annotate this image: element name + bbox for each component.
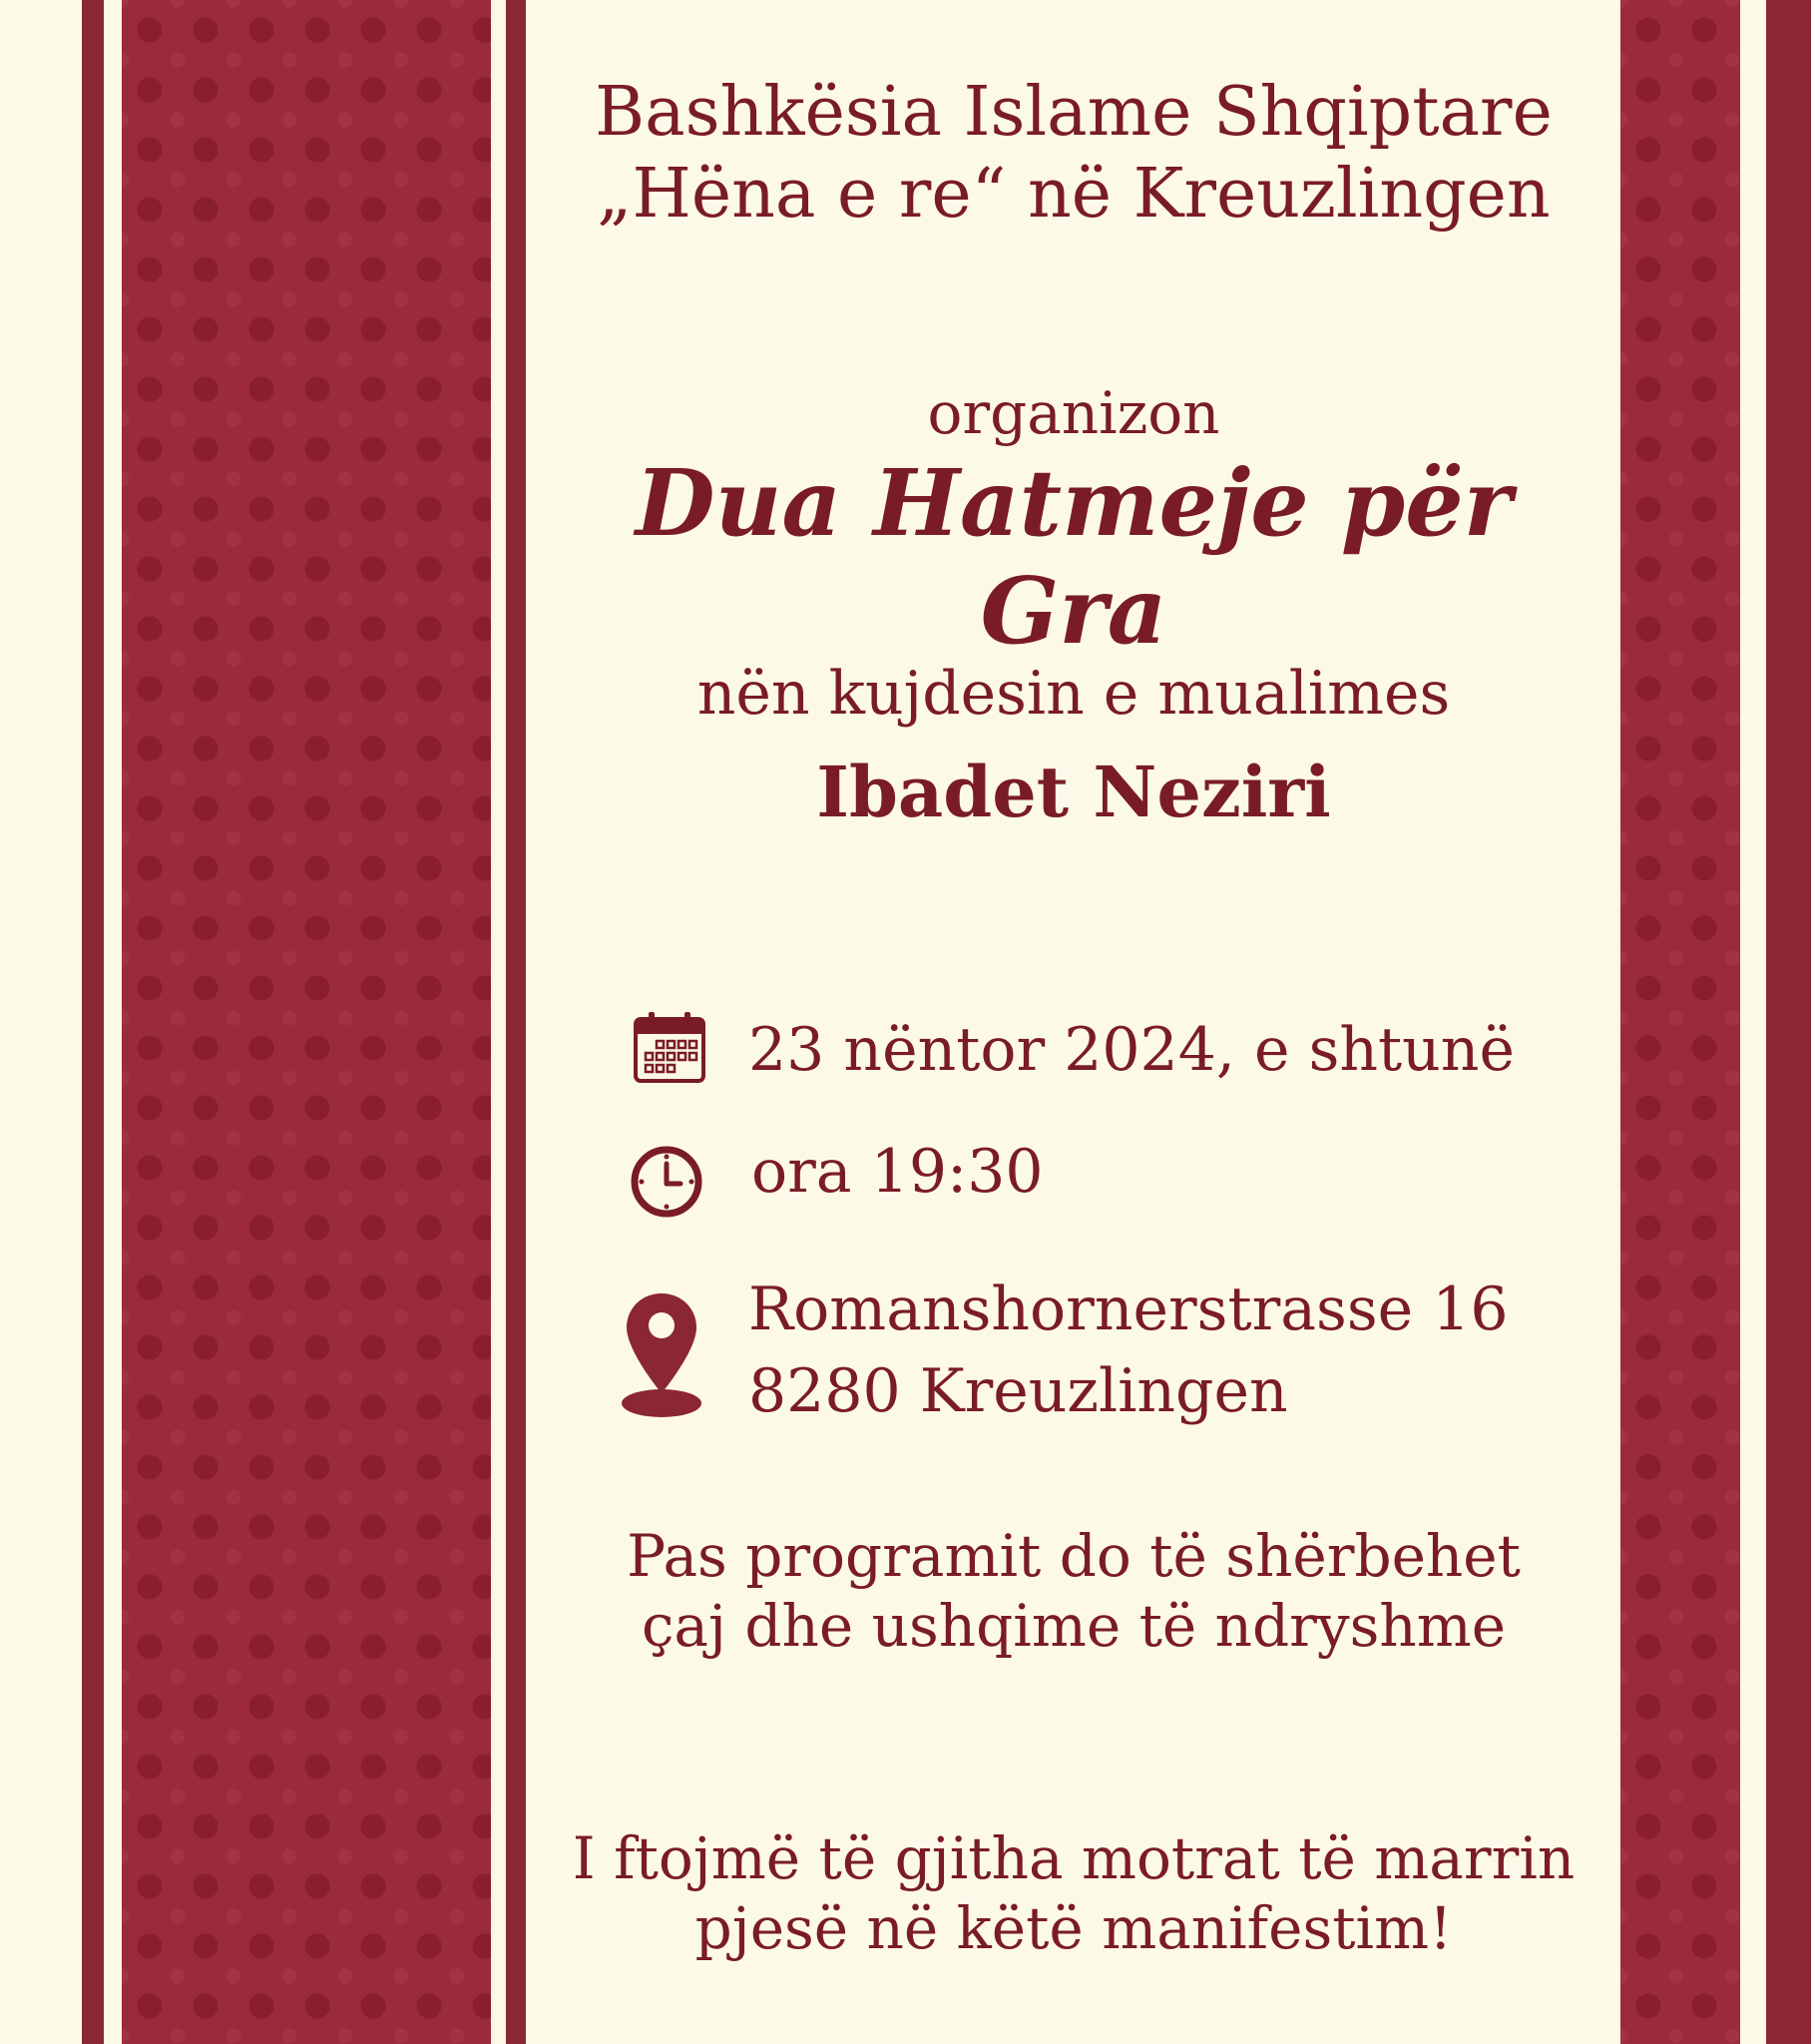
note-line-2: çaj dhe ushqime të ndryshme xyxy=(641,1591,1507,1660)
organization-name: Bashkësia Islame Shqiptare xyxy=(595,73,1553,152)
left-inner-stripe xyxy=(506,0,526,2044)
clock-icon xyxy=(629,1144,704,1220)
event-address xyxy=(748,1274,1509,1427)
left-patterned-band xyxy=(122,0,491,2044)
refreshments-note xyxy=(527,1522,1620,1661)
teacher-name: Ibadet Neziri xyxy=(816,751,1331,833)
right-patterned-band xyxy=(1620,0,1740,2044)
under-care-label: nën kujdesin e mualimes xyxy=(696,659,1451,729)
organization-header xyxy=(527,72,1620,235)
event-time: ora 19:30 xyxy=(751,1137,1044,1207)
event-title: Dua Hatmeje për Gra xyxy=(635,449,1513,665)
invitation-line-1: I ftojmë të gjitha motrat të marrin xyxy=(572,1824,1576,1892)
organization-location: „Hëna e re“ në Kreuzlingen xyxy=(597,154,1551,234)
left-outer-stripe xyxy=(82,0,104,2044)
location-pin-icon xyxy=(619,1287,704,1421)
invitation-text xyxy=(527,1824,1620,1963)
note-line-1: Pas programit do të shërbehet xyxy=(627,1522,1521,1590)
event-date: 23 nëntor 2024, e shtunë xyxy=(748,1015,1515,1085)
right-outer-stripe xyxy=(1766,0,1811,2044)
address-city: 8280 Kreuzlingen xyxy=(748,1356,1288,1426)
invitation-line-2: pjesë në këtë manifestim! xyxy=(694,1893,1453,1962)
address-street: Romanshornerstrasse 16 xyxy=(748,1275,1509,1344)
organizes-label: organizon xyxy=(927,379,1220,447)
calendar-icon xyxy=(633,1010,706,1084)
